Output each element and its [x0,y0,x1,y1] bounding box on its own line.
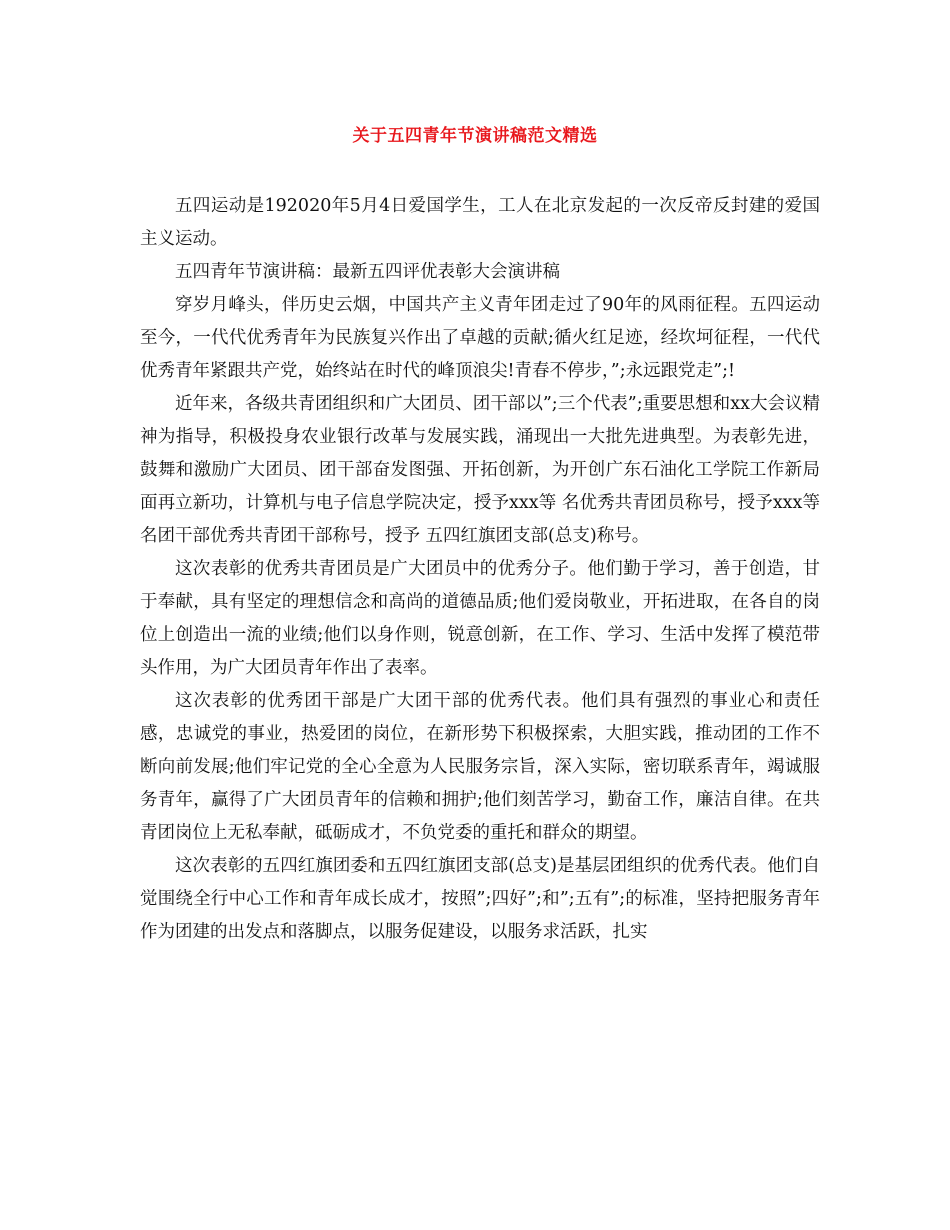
paragraph-6: 这次表彰的优秀团干部是广大团干部的优秀代表。他们具有强烈的事业心和责任感，忠诚党的事业，热爱团的岗位，在新形势下积极探索，大胆实践，推动团的工作不断向前发展;他们牢记党的全心全意为人民服务宗旨，深入实际，密切联系青年，竭诚服务青年，赢得了广大团员青年的信赖和拥护;他们刻苦学习，勤奋工作，廉洁自律。在共青团岗位上无私奉献，砥砺成才，不负党委的重托和群众的期望。 [140,691,820,843]
paragraph-2: 五四青年节演讲稿：最新五四评优表彰大会演讲稿 [175,262,560,282]
document-body [140,190,820,949]
paragraph-4: 近年来，各级共青团组织和广大团员、团干部以”;三个代表”;重要思想和xx大会议精神为指导，积极投身农业银行改革与发展实践，涌现出一大批先进典型。为表彰先进，鼓舞和激励广大团员、团干部奋发图强、开拓创新，为开创广东石油化工学院工作新局面再立新功，计算机与电子信息学院决定，授予xxx等 名优秀共青团员称号，授予xxx等 名团干部优秀共青团干部称号，授予 五四红旗团支部(总支)称号。 [140,394,820,546]
document-title: 关于五四青年节演讲稿范文精选 [352,126,598,146]
paragraph-1: 五四运动是192020年5月4日爱国学生，工人在北京发起的一次反帝反封建的爱国主义运动。 [140,196,820,249]
paragraph-3: 穿岁月峰头，伴历史云烟，中国共产主义青年团走过了90年的风雨征程。五四运动至今，一代代优秀青年为民族复兴作出了卓越的贡献;循火红足迹，经坎坷征程，一代代优秀青年紧跟共产党，始终站在时代的峰顶浪尖!青春不停步，”;永远跟党走”;! [140,295,820,381]
paragraph-5: 这次表彰的优秀共青团员是广大团员中的优秀分子。他们勤于学习，善于创造，甘于奉献，具有坚定的理想信念和高尚的道德品质;他们爱岗敬业，开拓进取，在各自的岗位上创造出一流的业绩;他们以身作则，锐意创新，在工作、学习、生活中发挥了模范带头作用，为广大团员青年作出了表率。 [140,559,820,678]
paragraph-7: 这次表彰的五四红旗团委和五四红旗团支部(总支)是基层团组织的优秀代表。他们自觉围绕全行中心工作和青年成长成才，按照”;四好”;和”;五有”;的标准，坚持把服务青年作为团建的出发点和落脚点，以服务促建设，以服务求活跃，扎实 [140,856,820,942]
